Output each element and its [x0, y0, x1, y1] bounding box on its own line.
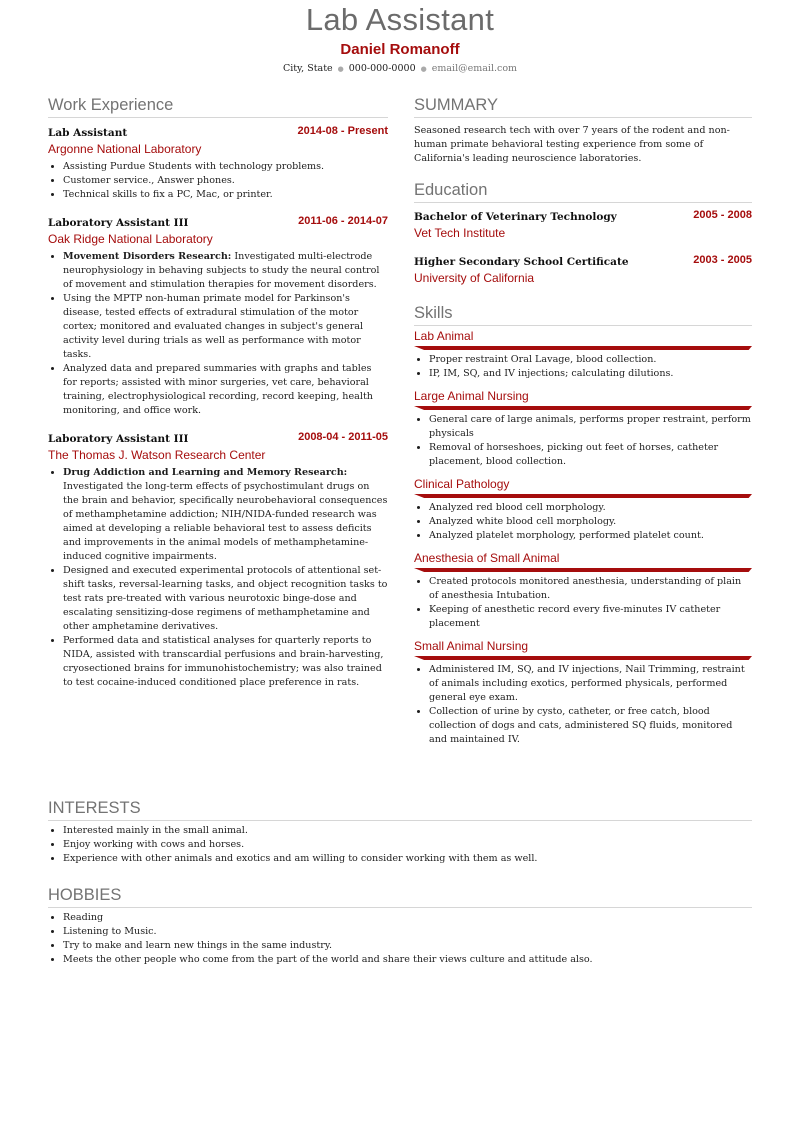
skill-bullets — [414, 501, 752, 543]
list-item: • Designed and executed experimental protocols of attentional set-shift tasks, reversal-learning tasks, and object recognition tasks to test rats pre-treated with various neurotoxic binge-dose and escalating sensitizing-dose regimens of methamphetamine and other amphetamine derivatives. — [63, 564, 388, 634]
job-date: 2014-08 - Present — [297, 125, 388, 137]
list-item: • Drug Addiction and Learning and Memory Research: Investigated the long-term effects of psychostimulant drugs on the brain and behavior, specifically neurobehavioral consequences of methamphetamine addiction; NIH/NIDA-funded research was aimed at developing a reliable behavioral test to assess deficits and improvements in the animal models of methamphetamine-induced cognitive impairments. — [63, 466, 388, 564]
skill-group — [414, 329, 752, 381]
job-entry — [48, 432, 388, 690]
job-title: Laboratory Assistant III — [48, 433, 189, 445]
degree: Bachelor of Veterinary Technology — [414, 211, 617, 223]
phone: 000-000-0000 — [348, 63, 416, 74]
skill-group — [414, 551, 752, 631]
list-item: • Interested mainly in the small animal. — [63, 824, 752, 838]
job-bullets — [48, 250, 388, 418]
list-item: • Enjoy working with cows and horses. — [63, 838, 752, 852]
education-heading: Education — [414, 180, 752, 203]
job-organization: The Thomas J. Watson Research Center — [48, 448, 266, 462]
skill-group — [414, 639, 752, 747]
hobbies-list — [48, 911, 752, 967]
skill-bullets — [414, 663, 752, 747]
skill-name: Lab Animal — [414, 329, 474, 343]
education-entry — [414, 255, 752, 286]
job-title-heading: Lab Assistant — [305, 2, 495, 37]
skill-name: Anesthesia of Small Animal — [414, 551, 560, 565]
job-entry — [48, 216, 388, 418]
separator-dot-icon: ● — [420, 65, 427, 73]
skill-name: Small Animal Nursing — [414, 639, 529, 653]
location: City, State — [282, 63, 333, 74]
list-item: • Performed data and statistical analyses for quarterly reports to NIDA, assisted with transcardial perfusions and brain-harvesting, cryosectioned brains for immunohistochemistry; was also trained to test cocaine-induced conditioned place preference in rats. — [63, 634, 388, 690]
skill-bullets — [414, 413, 752, 469]
skill-bar — [414, 494, 752, 498]
list-item: • Analyzed data and prepared summaries with graphs and tables for reports; assisted with minor surgeries, vet care, behavioral training, electrophysiological recording, record keeping, health monitoring, and office work. — [63, 362, 388, 418]
candidate-name: Daniel Romanoff — [340, 41, 460, 58]
skill-name: Clinical Pathology — [414, 477, 510, 491]
job-bullets — [48, 160, 388, 202]
summary-heading: SUMMARY — [414, 95, 752, 118]
list-item: • Administered IM, SQ, and IV injections, Nail Trimming, restraint of animals including exotics, performed physicals, performed general eye exam. — [429, 663, 752, 705]
list-item: • Created protocols monitored anesthesia, understanding of plain of anesthesia Intubation. — [429, 575, 752, 603]
skill-bullets — [414, 353, 752, 381]
job-organization: Argonne National Laboratory — [48, 142, 202, 156]
list-item: • General care of large animals, performs proper restraint, perform physicals — [429, 413, 752, 441]
list-item: • Keeping of anesthetic record every five-minutes IV catheter placement — [429, 603, 752, 631]
list-item: • Meets the other people who come from the part of the world and share their views culture and attitude also. — [63, 953, 752, 967]
interests-heading: INTERESTS — [48, 798, 752, 821]
list-item: • Analyzed platelet morphology, performed platelet count. — [429, 529, 752, 543]
education-entry — [414, 210, 752, 241]
list-item: • Using the MPTP non-human primate model for Parkinson's disease, tested effects of extradural stimulation of the motor cortex; monitored and evaluated changes in subject's general activity level during trials as well as performance with motor tasks. — [63, 292, 388, 362]
degree: Higher Secondary School Certificate — [414, 256, 629, 268]
separator-dot-icon: ● — [337, 65, 344, 73]
job-title: Laboratory Assistant III — [48, 217, 189, 229]
list-item: • Try to make and learn new things in the same industry. — [63, 939, 752, 953]
job-entry — [48, 126, 388, 202]
list-item: • Collection of urine by cysto, catheter, or free catch, blood collection of dogs and cats, administered SQ fluids, monitored and maintained IV. — [429, 705, 752, 747]
interests-list — [48, 824, 752, 866]
hobbies-heading: HOBBIES — [48, 885, 752, 908]
education-date: 2003 - 2005 — [693, 254, 752, 266]
list-item: • Removal of horseshoes, picking out feet of horses, catheter placement, blood collection. — [429, 441, 752, 469]
interests-section — [48, 798, 752, 866]
list-item: • Experience with other animals and exotics and am willing to consider working with them as well. — [63, 852, 752, 866]
education-date: 2005 - 2008 — [693, 209, 752, 221]
school: Vet Tech Institute — [414, 226, 506, 240]
list-item: • Customer service., Answer phones. — [63, 174, 388, 188]
list-item: • Listening to Music. — [63, 925, 752, 939]
resume-header — [0, 2, 800, 74]
skill-group — [414, 389, 752, 469]
skill-bar — [414, 406, 752, 410]
work-experience-heading: Work Experience — [48, 95, 388, 118]
hobbies-section — [48, 885, 752, 967]
job-organization: Oak Ridge National Laboratory — [48, 232, 213, 246]
right-column — [414, 95, 752, 747]
job-date: 2008-04 - 2011-05 — [298, 431, 388, 443]
list-item: • Analyzed white blood cell morphology. — [429, 515, 752, 529]
job-bullets — [48, 466, 388, 690]
school: University of California — [414, 271, 535, 285]
list-item: • IP, IM, SQ, and IV injections; calculating dilutions. — [429, 367, 752, 381]
left-column — [48, 95, 388, 690]
skill-bullets — [414, 575, 752, 631]
contact-line — [0, 63, 800, 74]
summary-text: Seasoned research tech with over 7 years of the rodent and non-human primate behavioral testing experience from some of California's leading neuroscience laboratories. — [414, 125, 730, 164]
skill-group — [414, 477, 752, 543]
list-item: • Reading — [63, 911, 752, 925]
skill-name: Large Animal Nursing — [414, 389, 529, 403]
list-item: • Movement Disorders Research: Investigated multi-electrode neurophysiology in behaving subjects to study the neural control of movement and stimulation therapies for movement disorders. — [63, 250, 388, 292]
skill-bar — [414, 346, 752, 350]
skill-bar — [414, 568, 752, 572]
skill-bar — [414, 656, 752, 660]
job-date: 2011-06 - 2014-07 — [298, 215, 388, 227]
job-title: Lab Assistant — [48, 127, 128, 139]
skills-heading: Skills — [414, 303, 752, 326]
email-link[interactable]: email@email.com — [431, 63, 518, 74]
list-item: • Analyzed red blood cell morphology. — [429, 501, 752, 515]
list-item: • Technical skills to fix a PC, Mac, or printer. — [63, 188, 388, 202]
list-item: • Assisting Purdue Students with technology problems. — [63, 160, 388, 174]
list-item: • Proper restraint Oral Lavage, blood collection. — [429, 353, 752, 367]
